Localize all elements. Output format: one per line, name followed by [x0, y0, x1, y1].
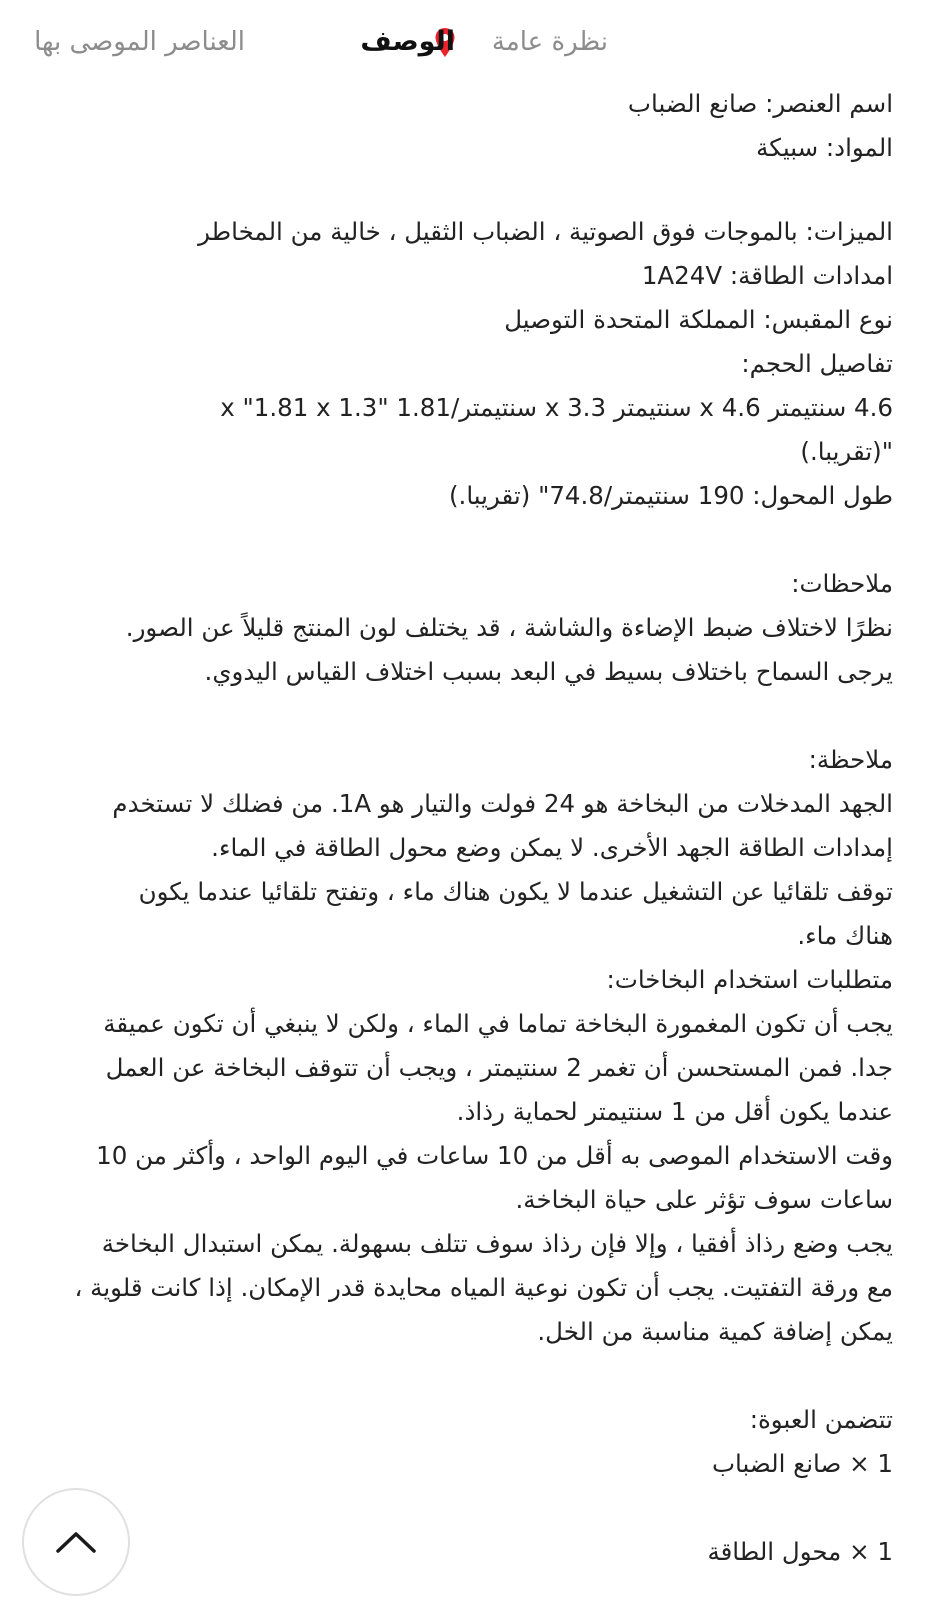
package-item: 1 × محول الطاقة	[707, 1537, 893, 1566]
requirements-label: متطلبات استخدام البخاخات:	[606, 965, 893, 994]
tab-description[interactable]: الوصف	[360, 26, 455, 57]
note-label: ملاحظة:	[808, 745, 893, 774]
notes-label: ملاحظات:	[791, 569, 893, 598]
adapter-length: طول المحول: 190 سنتيمتر/74.8" (تقريبا.)	[448, 481, 893, 510]
notes-line: نظرًا لاختلاف ضبط الإضاءة والشاشة ، قد يختلف لون المنتج قليلاً عن الصور.	[125, 613, 893, 642]
requirements-line: عندما يكون أقل من 1 سنتيمتر لحماية رذاذ.	[456, 1097, 893, 1126]
requirements-line: يجب وضع رذاذ أفقيا ، وإلا فإن رذاذ سوف تتلف بسهولة. يمكن استبدال البخاخة	[101, 1229, 893, 1258]
package-item: 1 × صانع الضباب	[711, 1449, 893, 1478]
tab-overview[interactable]: نظرة عامة	[491, 27, 608, 57]
note-line: الجهد المدخلات من البخاخة هو 24 فولت والتيار هو 1A. من فضلك لا تستخدم	[112, 789, 893, 818]
size-details-line: "(تقريبا.)	[800, 437, 893, 466]
requirements-line: جدا. فمن المستحسن أن تغمر 2 سنتيمتر ، ويجب أن تتوقف البخاخة عن العمل	[105, 1053, 893, 1082]
product-description	[23, 82, 893, 1574]
chevron-up-icon	[52, 1527, 100, 1557]
power-supply: امدادات الطاقة: 1A24V	[641, 261, 893, 290]
requirements-line: مع ورقة التفتيت. يجب أن تكون نوعية المياه محايدة قدر الإمكان. إذا كانت قلوية ،	[74, 1273, 893, 1302]
item-name: اسم العنصر: صانع الضباب	[627, 89, 893, 118]
requirements-line: ساعات سوف تؤثر على حياة البخاخة.	[515, 1185, 893, 1214]
note-line: إمدادات الطاقة الجهد الأخرى. لا يمكن وضع محول الطاقة في الماء.	[211, 833, 893, 862]
features: الميزات: بالموجات فوق الصوتية ، الضباب الثقيل ، خالية من المخاطر	[198, 217, 893, 246]
package-label: تتضمن العبوة:	[749, 1405, 893, 1434]
size-details-label: تفاصيل الحجم:	[741, 349, 893, 378]
materials: المواد: سبيكة	[756, 133, 893, 162]
notes-line: يرجى السماح باختلاف بسيط في البعد بسبب اختلاف القياس اليدوي.	[204, 657, 893, 686]
plug-type: نوع المقبس: المملكة المتحدة التوصيل	[504, 305, 893, 334]
size-details-line: 4.6 سنتيمتر x 4.6 سنتيمتر x 3.3 سنتيمتر/1.81 "1.3 x "1.81 x	[220, 393, 893, 422]
tab-recommended-items[interactable]: العناصر الموصى بها	[34, 27, 245, 57]
requirements-line: يمكن إضافة كمية مناسبة من الخل.	[537, 1317, 893, 1346]
tab-bar	[0, 0, 945, 88]
note-line: توقف تلقائيا عن التشغيل عندما لا يكون هناك ماء ، وتفتح تلقائيا عندما يكون	[138, 877, 893, 906]
requirements-line: يجب أن تكون المغمورة البخاخة تماما في الماء ، ولكن لا ينبغي أن تكون عميقة	[103, 1009, 893, 1038]
note-line: هناك ماء.	[797, 921, 893, 950]
scroll-to-top-button[interactable]	[22, 1488, 130, 1596]
requirements-line: وقت الاستخدام الموصى به أقل من 10 ساعات في اليوم الواحد ، وأكثر من 10	[96, 1141, 893, 1170]
